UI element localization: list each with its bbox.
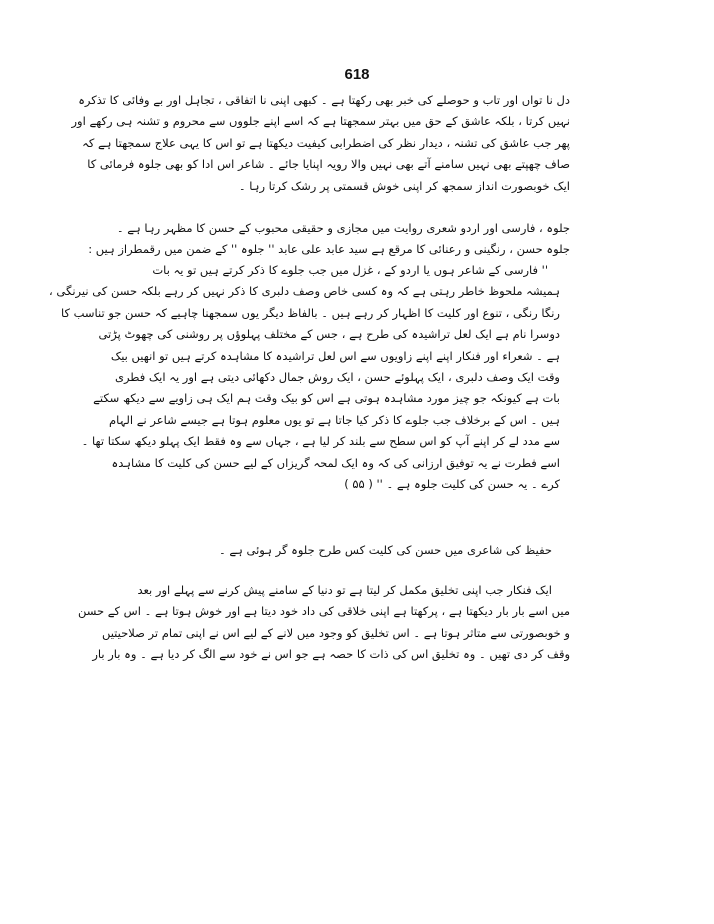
quote-line: ہیں ۔ اس کے برخلاف جب جلوے کا ذکر کیا جاتا ہے تو یوں معلوم ہوتا ہے جیسے شاعر نے الہام: [109, 412, 560, 427]
text-line: ایک خوبصورت انداز سمجھ کر اپنی خوش قسمتی پر رشک کرتا رہا ۔: [238, 178, 570, 193]
quote-line: رنگا رنگی ، تنوع اور کلیت کا اظہار کر رہے ہیں ۔ بالفاظ دیگر یوں سمجھنا چاہیے کہ حسن جو تناسب کا: [60, 305, 560, 320]
quote-line: ہمیشہ ملحوظ خاطر رہتی ہے کہ وہ کسی خاص وصف دلبری کا ذکر نہیں کر رہے بلکہ حسن کی نیرنگی ،: [49, 284, 560, 299]
text-line: و خوبصورتی سے متاثر ہوتا ہے ۔ اس تخلیق کو وجود میں لانے کے لیے اس نے اپنی تمام تر صلاحیتیں: [101, 625, 570, 640]
paragraph-hafeez: [160, 540, 570, 561]
text-line: نہیں کرتا ، بلکہ عاشق کے حق میں بہتر سمجھتا ہے کہ اسے اپنے جلووں سے محروم و تشنہ ہی رکھے اور: [71, 114, 570, 129]
paragraph-intro: [71, 90, 570, 197]
text-line: دل نا تواں اور تاب و حوصلے کی خبر بھی رکھتا ہے ۔ کبھی اپنی نا اتفاقی ، تجاہل اور بے وفائی کا تذکرہ: [78, 93, 570, 107]
text-line: میں اسے بار بار دیکھتا ہے ، پرکھتا ہے اپنی خلاقی کی داد خود دیتا ہے اور خوش ہوتا ہے ۔ اس کے حسن: [78, 604, 570, 619]
text-line: صاف چھپتے بھی نہیں سامنے آتے بھی نہیں والا رویہ اپنایا جائے ۔ شاعر اس ادا کو بھی جلوہ فرمائی کا: [87, 157, 570, 172]
quote-line: سے مدد لے کر اپنے آپ کو اس سطح سے بلند کر لیا ہے ، جہاں سے وہ فقط ایک پہلو دیکھ سکتا تھا ۔: [81, 434, 560, 449]
text-line: وقف کر دی تھیں ۔ وہ تخلیق اس کی ذات کا حصہ ہے جو اس نے خود سے الگ کر دیا ہے ۔ وہ بار بار: [92, 647, 570, 662]
quote-line: دوسرا نام ہے ایک لعل تراشیدہ کی طرح ہے ، جس کے مختلف پہلوؤں پر روشنی کی چھوٹ پڑتی: [98, 327, 560, 342]
block-quote: [49, 260, 570, 495]
text-line: حفیظ کی شاعری میں حسن کی کلیت کس طرح جلوہ گر ہوئی ہے ۔: [218, 543, 552, 557]
quote-line: ہے ۔ شعراء اور فنکار اپنے اپنے زاویوں سے اس لعل تراشیدہ کا مشاہدہ کرتے ہیں تو انھیں بیک: [110, 348, 560, 363]
quote-line: وقت ایک وصف دلبری ، ایک پہلوئے حسن ، ایک روش جمال دکھائی دیتی ہے اور یہ ایک فطری: [114, 369, 560, 384]
paragraph-jalwa-tradition: [88, 218, 570, 261]
paragraph-artist: [78, 580, 570, 666]
text-line: پھر جب عاشق کی تشنہ ، دیدار نظر کی اضطرابی کیفیت دیکھتا ہے تو اس کا یہی علاج سمجھتا ہے کہ: [82, 135, 570, 150]
text-line: ایک فنکار جب اپنی تخلیق مکمل کر لیتا ہے تو دنیا کے سامنے پیش کرنے سے پہلے اور بعد: [137, 583, 552, 597]
text-line: جلوہ حسن ، رنگینی و رعنائی کا مرقع ہے سید عابد علی عابد '' جلوہ '' کے ضمن میں رقمطراز ہیں :: [88, 242, 570, 257]
quote-line: بات ہے کیونکہ جو چیز مورد مشاہدہ ہوتی ہے اس کو بیک وقت ہم ایک ہی زاویے سے دیکھ سکتے: [93, 391, 560, 406]
quote-line: اسے فطرت نے یہ توفیق ارزانی کی کہ وہ ایک لمحہ گریزاں کے لیے حسن کی کلیت کا مشاہدہ: [111, 455, 560, 470]
quote-line: '' فارسی کے شاعر ہوں یا اردو کے ، غزل میں جب جلوے کا ذکر کرتے ہیں تو یہ بات: [152, 263, 548, 277]
text-line: جلوہ ، فارسی اور اردو شعری روایت میں مجازی و حقیقی محبوب کے حسن کا مظہر رہا ہے ۔: [116, 221, 570, 235]
quote-line: کرے ۔ یہ حسن کی کلیت جلوہ ہے ۔ '' ( ۵۵ ): [344, 476, 560, 491]
page-number: 618: [344, 66, 370, 83]
